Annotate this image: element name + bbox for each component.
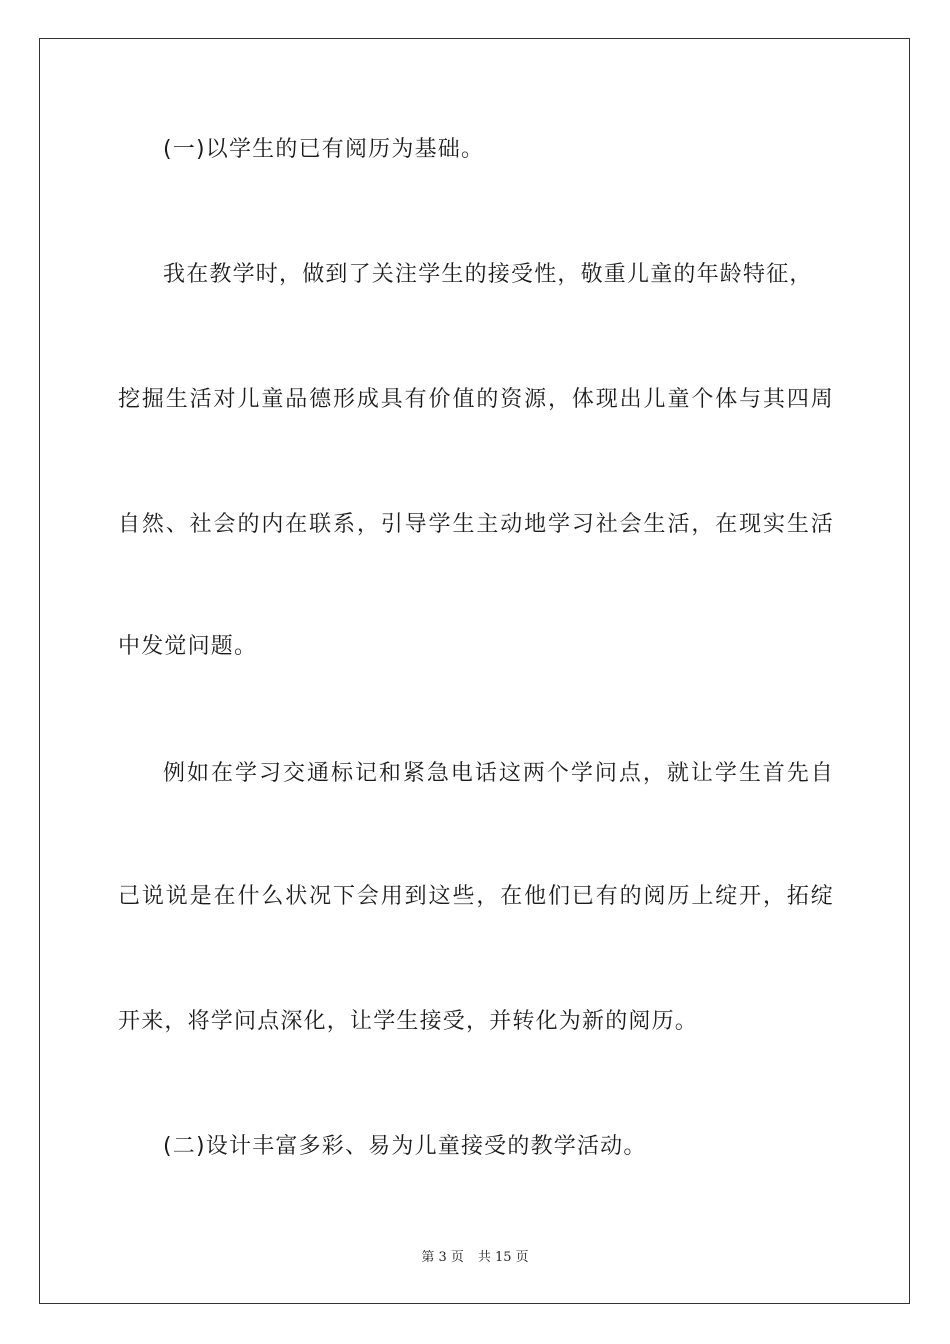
paragraph-1-line-4: 中发觉问题。 — [118, 634, 258, 659]
page-total: 共 15 页 — [477, 1250, 529, 1265]
paragraph-2-line-2: 己说说是在什么状况下会用到这些，在他们已有的阅历上绽开，拓绽 — [118, 884, 834, 909]
section-heading-2: (二)设计丰富多彩、易为儿童接受的教学活动。 — [163, 1134, 647, 1159]
section-heading-1: (一)以学生的已有阅历为基础。 — [163, 137, 485, 162]
paragraph-1-line-1: 我在教学时，做到了关注学生的接受性，敬重儿童的年龄特征， — [163, 262, 813, 287]
page-footer — [0, 1246, 950, 1265]
paragraph-1-line-3: 自然、社会的内在联系，引导学生主动地学习社会生活，在现实生活 — [118, 512, 834, 537]
page-number: 第 3 页 — [421, 1250, 464, 1265]
page-border — [39, 38, 910, 1304]
paragraph-2-line-3: 开来，将学问点深化，让学生接受，并转化为新的阅历。 — [118, 1009, 699, 1034]
paragraph-1-line-2: 挖掘生活对儿童品德形成具有价值的资源，体现出儿童个体与其四周 — [118, 387, 834, 412]
paragraph-2-line-1: 例如在学习交通标记和紧急电话这两个学问点，就让学生首先自 — [163, 761, 834, 786]
